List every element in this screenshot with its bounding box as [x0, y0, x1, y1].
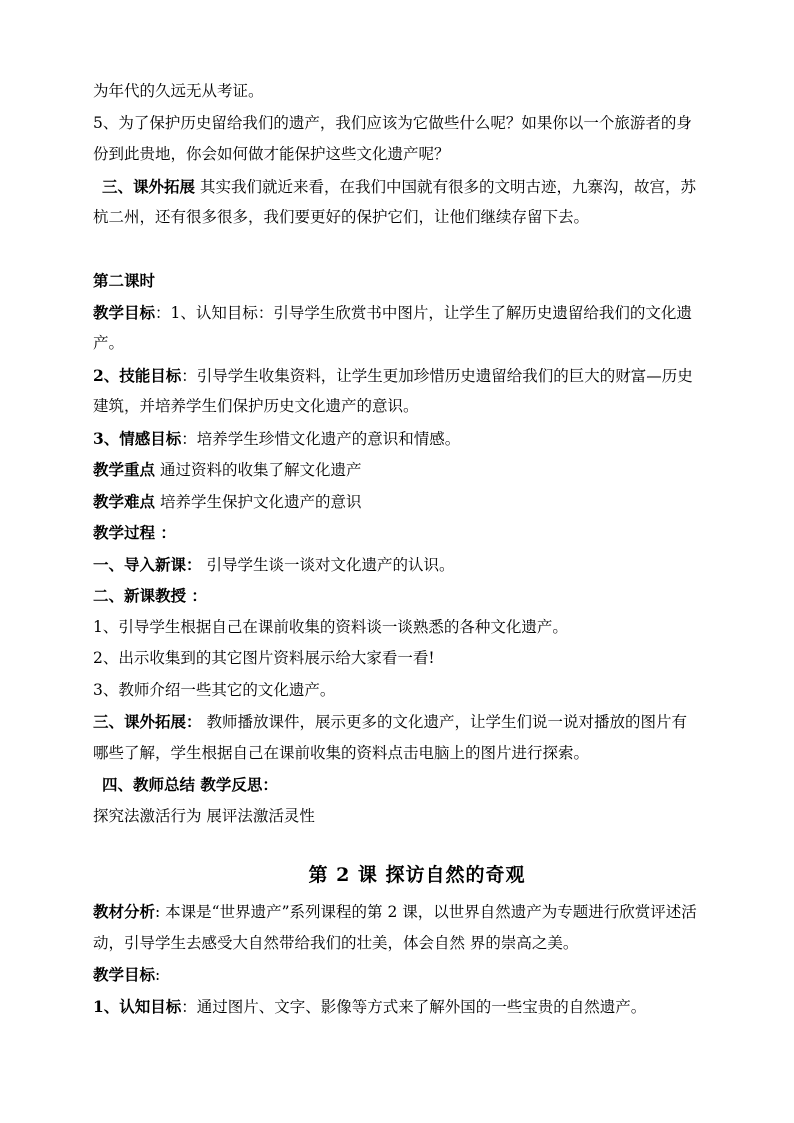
skill-line-1 [93, 360, 723, 392]
intro-line [93, 549, 723, 581]
difficulty-text: 培养学生保护文化遗产的意识 [155, 492, 362, 511]
difficulty-line [93, 486, 723, 518]
goal-line-1 [93, 297, 723, 329]
emotion-text: ：培养学生珍惜文化遗产的意识和情感。 [181, 429, 461, 448]
analysis-text: : 本课是“世界遗产”系列课程的第 2 课，以世界自然遗产为专题进行欣赏评述活 [155, 903, 697, 921]
goal2-label: 教学目标 [93, 965, 156, 984]
method-line: 探究法激活行为 展评法激活灵性 [93, 806, 315, 825]
analysis-line-2: 动，引导学生去感受大自然带给我们的壮美，体会自然 界的崇高之美。 [93, 933, 579, 952]
difficulty-label: 教学难点 [93, 491, 156, 511]
intro-label: 一、导入新课： [93, 554, 202, 574]
goal2-colon: : [155, 966, 161, 984]
summary-label: 四、教师总结 教学反思： [102, 775, 278, 794]
list-item: 1、引导学生根据自己在课前收集的资料谈一谈熟悉的各种文化遗产。 [93, 617, 568, 636]
goal-line-2: 产。 [93, 334, 125, 352]
goal-text: ：1、认知目标：引导学生欣赏书中图片，让学生了解历史遗留给我们的文化遗 [155, 303, 692, 322]
ext-line-2: 哪些了解，学生根据自己在课前收集的资料点击电脑上的图片进行探索。 [93, 743, 590, 762]
list-item: 3、教师介绍一些其它的文化遗产。 [93, 680, 336, 699]
list-item: 2、出示收集到的其它图片资料展示给大家看一看! [93, 649, 435, 667]
paragraph-line: 为年代的久远无从考证。 [93, 82, 264, 100]
cognitive-goal-text: ：通过图片、文字、影像等方式来了解外国的一些宝贵的自然遗产。 [181, 997, 647, 1016]
teach-label: 二、新课教授 ： [93, 586, 207, 605]
skill-text: ：引导学生收集资料，让学生更加珍惜历史遗留给我们的巨大的财富—历史 [181, 366, 693, 385]
emotion-line [93, 423, 723, 455]
spacer [93, 234, 723, 266]
ext-text: 教师播放课件，展示更多的文化遗产，让学生们说一说对播放的图片有 [201, 713, 687, 731]
focus-label: 教学重点 [93, 460, 156, 479]
question-5-line-2: 份到此贵地，你会如何做才能保护这些文化遗产呢？ [93, 145, 450, 163]
process-label: 教学过程 ： [93, 523, 176, 542]
question-5-line-1: 5、为了保护历史留给我们的遗产，我们应该为它做些什么呢？如果你以一个旅游者的身 [93, 113, 692, 132]
focus-text: 通过资料的收集了解文化遗产 [155, 461, 362, 479]
cognitive-goal-label: 1、认知目标 [93, 996, 182, 1016]
analysis-label: 教材分析 [93, 902, 156, 921]
focus-line [93, 454, 723, 486]
emotion-label: 3、情感目标 [93, 428, 182, 448]
goal2-line [93, 959, 723, 991]
lesson-heading: 第 2 课 探访自然的奇观 [308, 864, 526, 886]
lesson-period-title: 第二课时 [93, 271, 156, 290]
goal-label: 教学目标 [93, 302, 156, 322]
extension-label: 三、课外拓展 [102, 176, 196, 196]
extension-paragraph-line-2: 杭二州，还有很多很多，我们要更好的保护它们，让他们继续存留下去。 [93, 208, 590, 226]
cognitive-goal-line [93, 991, 723, 1023]
ext-label: 三、课外拓展： [93, 712, 202, 731]
skill-label: 2、技能目标 [93, 365, 182, 385]
extension-text: 其实我们就近来看，在我们中国就有很多的文明古迹，九寨沟，故宫，苏 [195, 177, 696, 196]
ext-line-1 [93, 706, 723, 738]
skill-line-2: 建筑，并培养学生们保护历史文化遗产的意识。 [93, 397, 419, 415]
intro-text: 引导学生谈一谈对文化遗产的认识。 [201, 555, 455, 574]
extension-paragraph-line-1 [93, 171, 723, 203]
analysis-line-1 [93, 896, 723, 928]
document-page [93, 76, 723, 1022]
